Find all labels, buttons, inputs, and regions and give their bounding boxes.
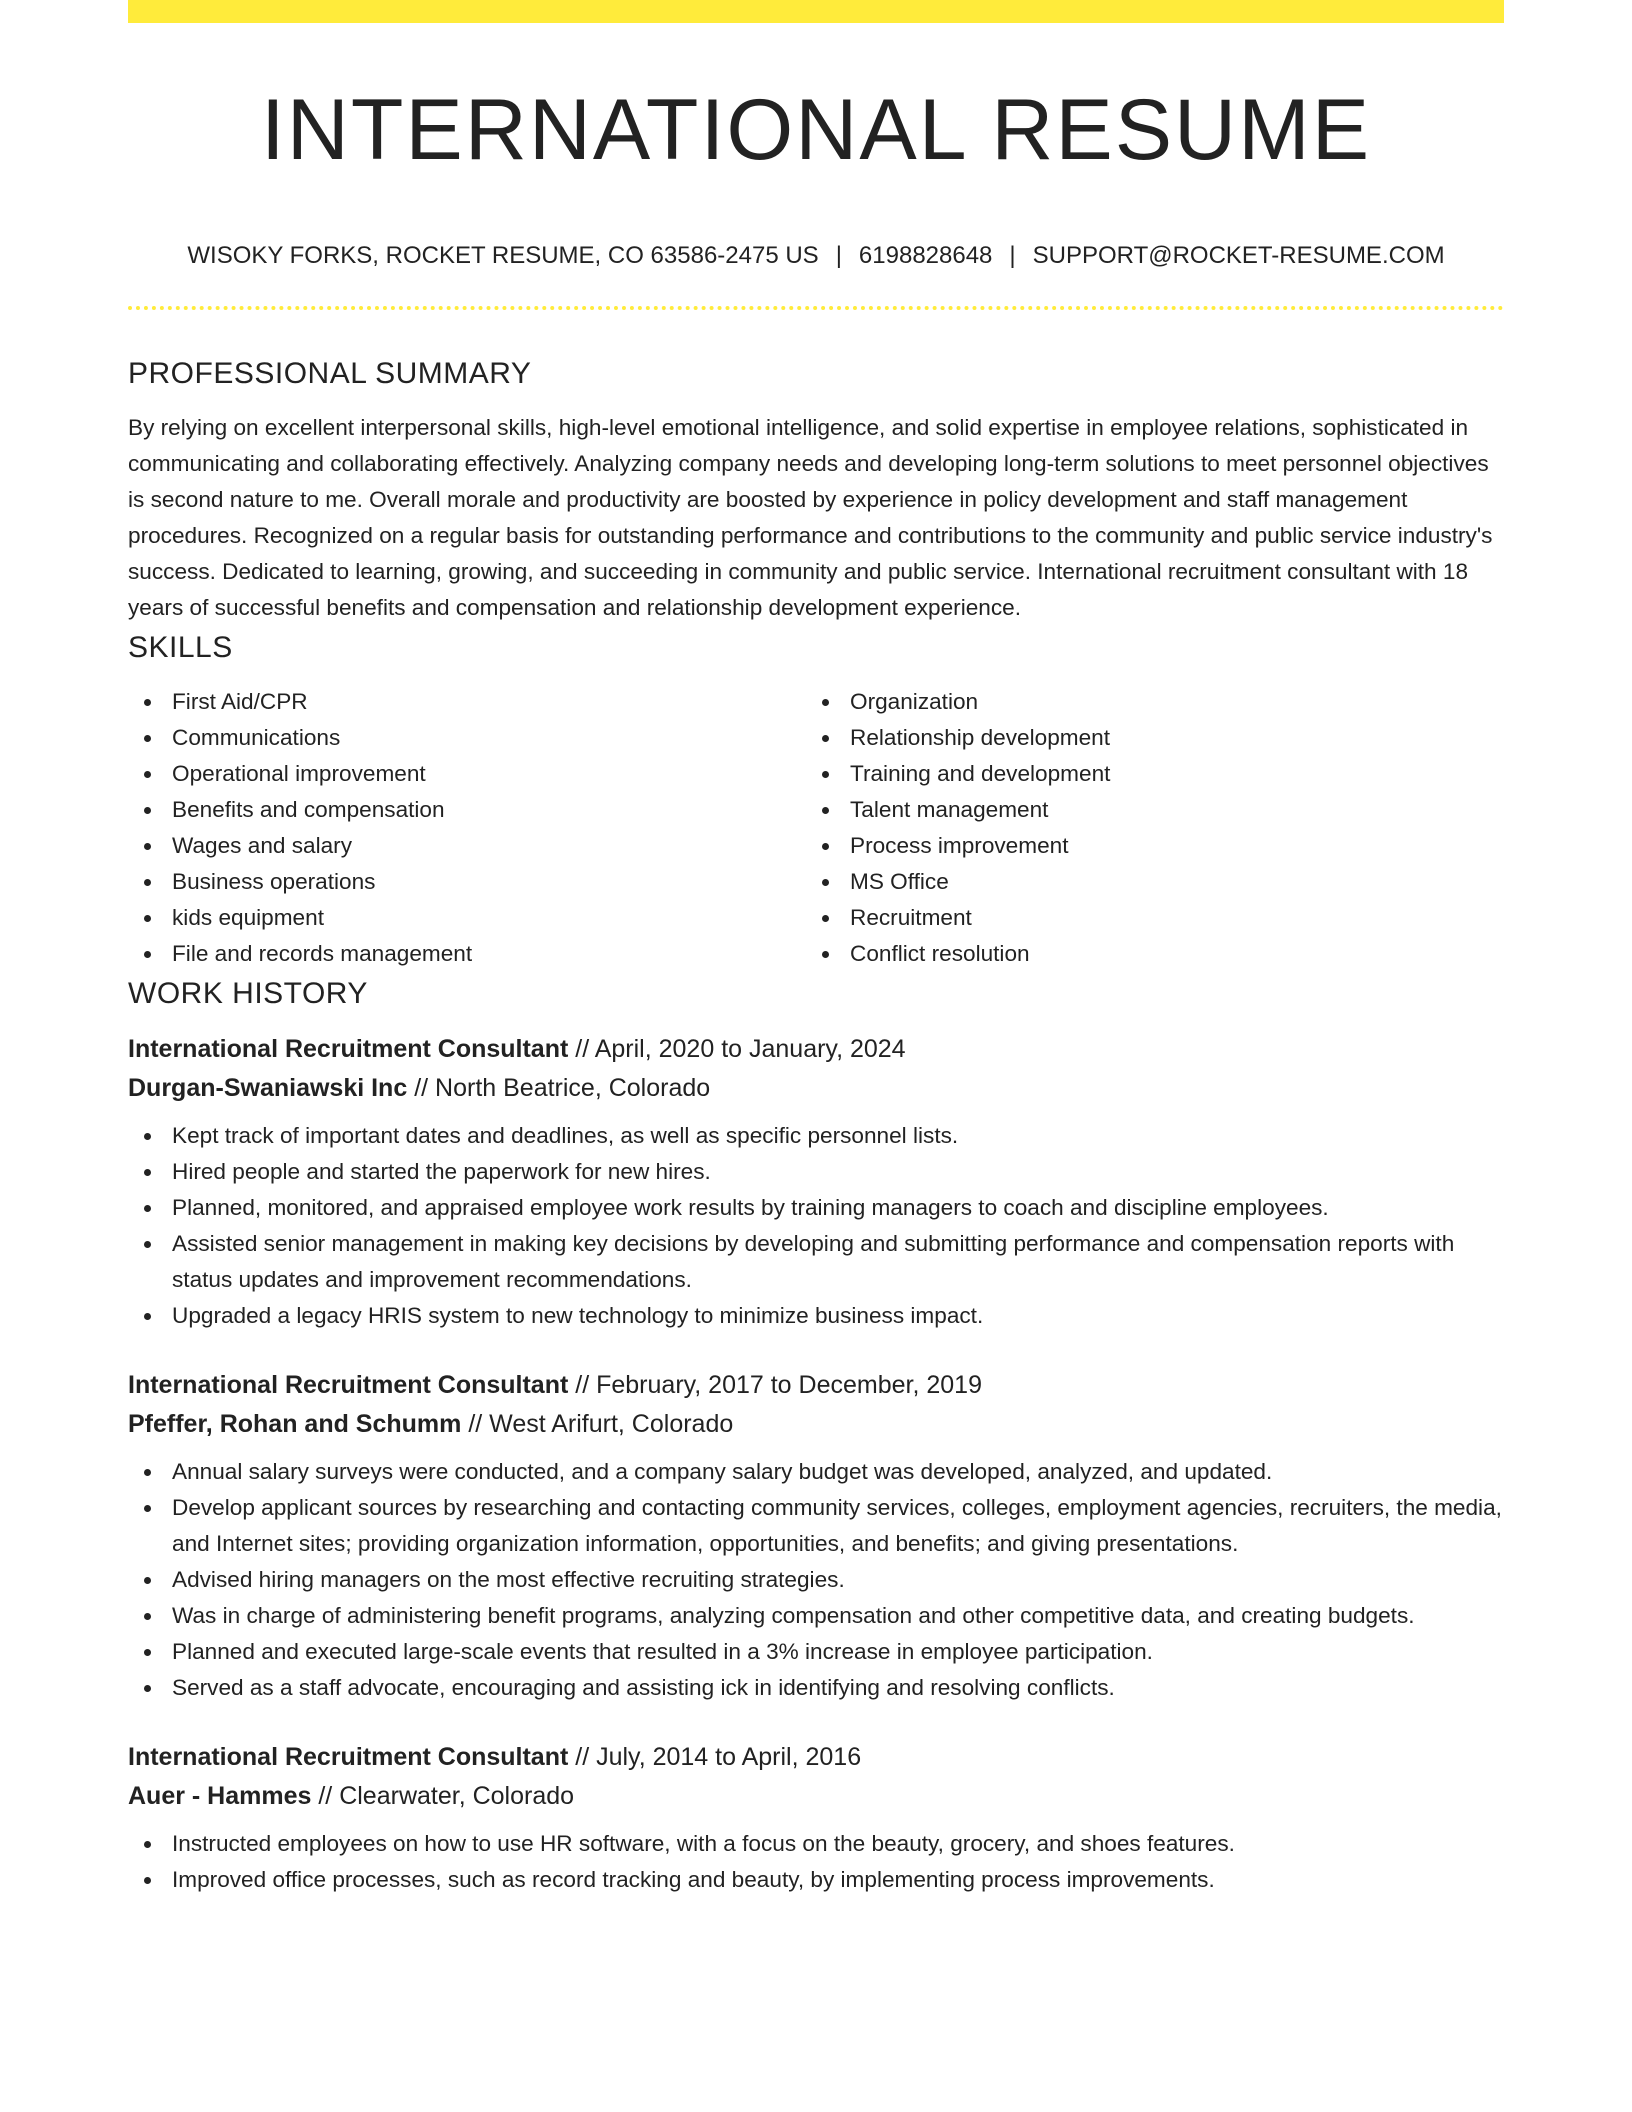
skills-heading: SKILLS — [128, 631, 233, 664]
job-bullet: Served as a staff advocate, encouraging and assisting ick in identifying and resolving conflicts. — [128, 1670, 1504, 1706]
skills-column-left — [128, 684, 806, 972]
summary-heading: PROFESSIONAL SUMMARY — [128, 357, 532, 390]
job-company: Auer - Hammes — [128, 1782, 312, 1810]
job-role: International Recruitment Consultant — [128, 1035, 569, 1063]
job-entry — [128, 1366, 1504, 1706]
job-company-line — [128, 1777, 1504, 1816]
skills-list — [128, 684, 1504, 972]
job-title-line — [128, 1738, 1504, 1777]
skill-item: Organization — [806, 684, 1484, 720]
job-role: International Recruitment Consultant — [128, 1371, 569, 1399]
job-location: // West Arifurt, Colorado — [468, 1410, 734, 1438]
job-bullets — [128, 1118, 1504, 1334]
job-title-line — [128, 1366, 1504, 1405]
job-entry — [128, 1738, 1504, 1898]
job-dates: // April, 2020 to January, 2024 — [575, 1035, 906, 1063]
job-bullet: Instructed employees on how to use HR software, with a focus on the beauty, grocery, and shoes features. — [128, 1826, 1504, 1862]
summary-text: By relying on excellent interpersonal skills, high-level emotional intelligence, and solid expertise in employee relations, sophisticated in communicating and collaborating effectively. Analyzing company needs and developing long-term solutions to meet personnel objectives is second nature to me. Overall morale and productivity are boosted by experience in policy development and staff management procedures. Recognized on a regular basis for outstanding performance and contributions to the community and public service industry's success. Dedicated to learning, growing, and succeeding in community and public service. International recruitment consultant with 18 years of successful benefits and compensation and relationship development experience. — [128, 415, 1493, 620]
skill-item: MS Office — [806, 864, 1484, 900]
job-bullets — [128, 1826, 1504, 1898]
job-location: // North Beatrice, Colorado — [414, 1074, 711, 1102]
skill-item: Benefits and compensation — [128, 792, 806, 828]
skill-item: Recruitment — [806, 900, 1484, 936]
skill-item: File and records management — [128, 936, 806, 972]
contact-phone: 6198828648 — [858, 242, 993, 269]
skill-item: Business operations — [128, 864, 806, 900]
job-bullet: Planned and executed large-scale events that resulted in a 3% increase in employee participation. — [128, 1634, 1504, 1670]
job-company-line — [128, 1405, 1504, 1444]
skill-item: Process improvement — [806, 828, 1484, 864]
work-history-heading: WORK HISTORY — [128, 977, 368, 1010]
job-bullet: Assisted senior management in making key decisions by developing and submitting performance and compensation reports with status updates and improvement recommendations. — [128, 1226, 1504, 1298]
job-title-line — [128, 1030, 1504, 1069]
contact-separator: | — [1009, 242, 1016, 269]
top-accent-bar — [128, 0, 1504, 23]
skill-item: Talent management — [806, 792, 1484, 828]
skill-item: Relationship development — [806, 720, 1484, 756]
skills-column-right — [806, 684, 1484, 972]
job-company: Durgan-Swaniawski Inc — [128, 1074, 408, 1102]
job-bullet: Develop applicant sources by researching and contacting community services, colleges, employment agencies, recruiters, the media, and Internet sites; providing organization information, opportunities, and benefits; and giving presentations. — [128, 1490, 1504, 1562]
job-entry — [128, 1030, 1504, 1334]
skill-item: Operational improvement — [128, 756, 806, 792]
skill-item: Conflict resolution — [806, 936, 1484, 972]
skill-item: Training and development — [806, 756, 1484, 792]
job-location: // Clearwater, Colorado — [318, 1782, 575, 1810]
job-bullet: Was in charge of administering benefit programs, analyzing compensation and other competitive data, and creating budgets. — [128, 1598, 1504, 1634]
job-bullet: Planned, monitored, and appraised employee work results by training managers to coach and discipline employees. — [128, 1190, 1504, 1226]
job-bullets — [128, 1454, 1504, 1706]
contact-address: WISOKY FORKS, ROCKET RESUME, CO 63586-2475 US — [187, 242, 819, 269]
skill-item: Wages and salary — [128, 828, 806, 864]
job-company-line — [128, 1069, 1504, 1108]
skill-item: kids equipment — [128, 900, 806, 936]
job-bullet: Advised hiring managers on the most effective recruiting strategies. — [128, 1562, 1504, 1598]
resume-title: INTERNATIONAL RESUME — [260, 82, 1372, 178]
job-bullet: Kept track of important dates and deadlines, as well as specific personnel lists. — [128, 1118, 1504, 1154]
contact-email: SUPPORT@ROCKET-RESUME.COM — [1032, 242, 1445, 269]
job-bullet: Annual salary surveys were conducted, and a company salary budget was developed, analyzed, and updated. — [128, 1454, 1504, 1490]
resume-content — [128, 352, 1504, 1898]
job-bullet: Improved office processes, such as record tracking and beauty, by implementing process improvements. — [128, 1862, 1504, 1898]
job-bullet: Upgraded a legacy HRIS system to new technology to minimize business impact. — [128, 1298, 1504, 1334]
contact-line — [128, 236, 1504, 276]
dotted-divider — [128, 306, 1504, 310]
skill-item: Communications — [128, 720, 806, 756]
contact-separator: | — [835, 242, 842, 269]
skill-item: First Aid/CPR — [128, 684, 806, 720]
job-dates: // February, 2017 to December, 2019 — [575, 1371, 982, 1399]
job-bullet: Hired people and started the paperwork for new hires. — [128, 1154, 1504, 1190]
job-role: International Recruitment Consultant — [128, 1743, 569, 1771]
job-dates: // July, 2014 to April, 2016 — [575, 1743, 862, 1771]
job-company: Pfeffer, Rohan and Schumm — [128, 1410, 462, 1438]
